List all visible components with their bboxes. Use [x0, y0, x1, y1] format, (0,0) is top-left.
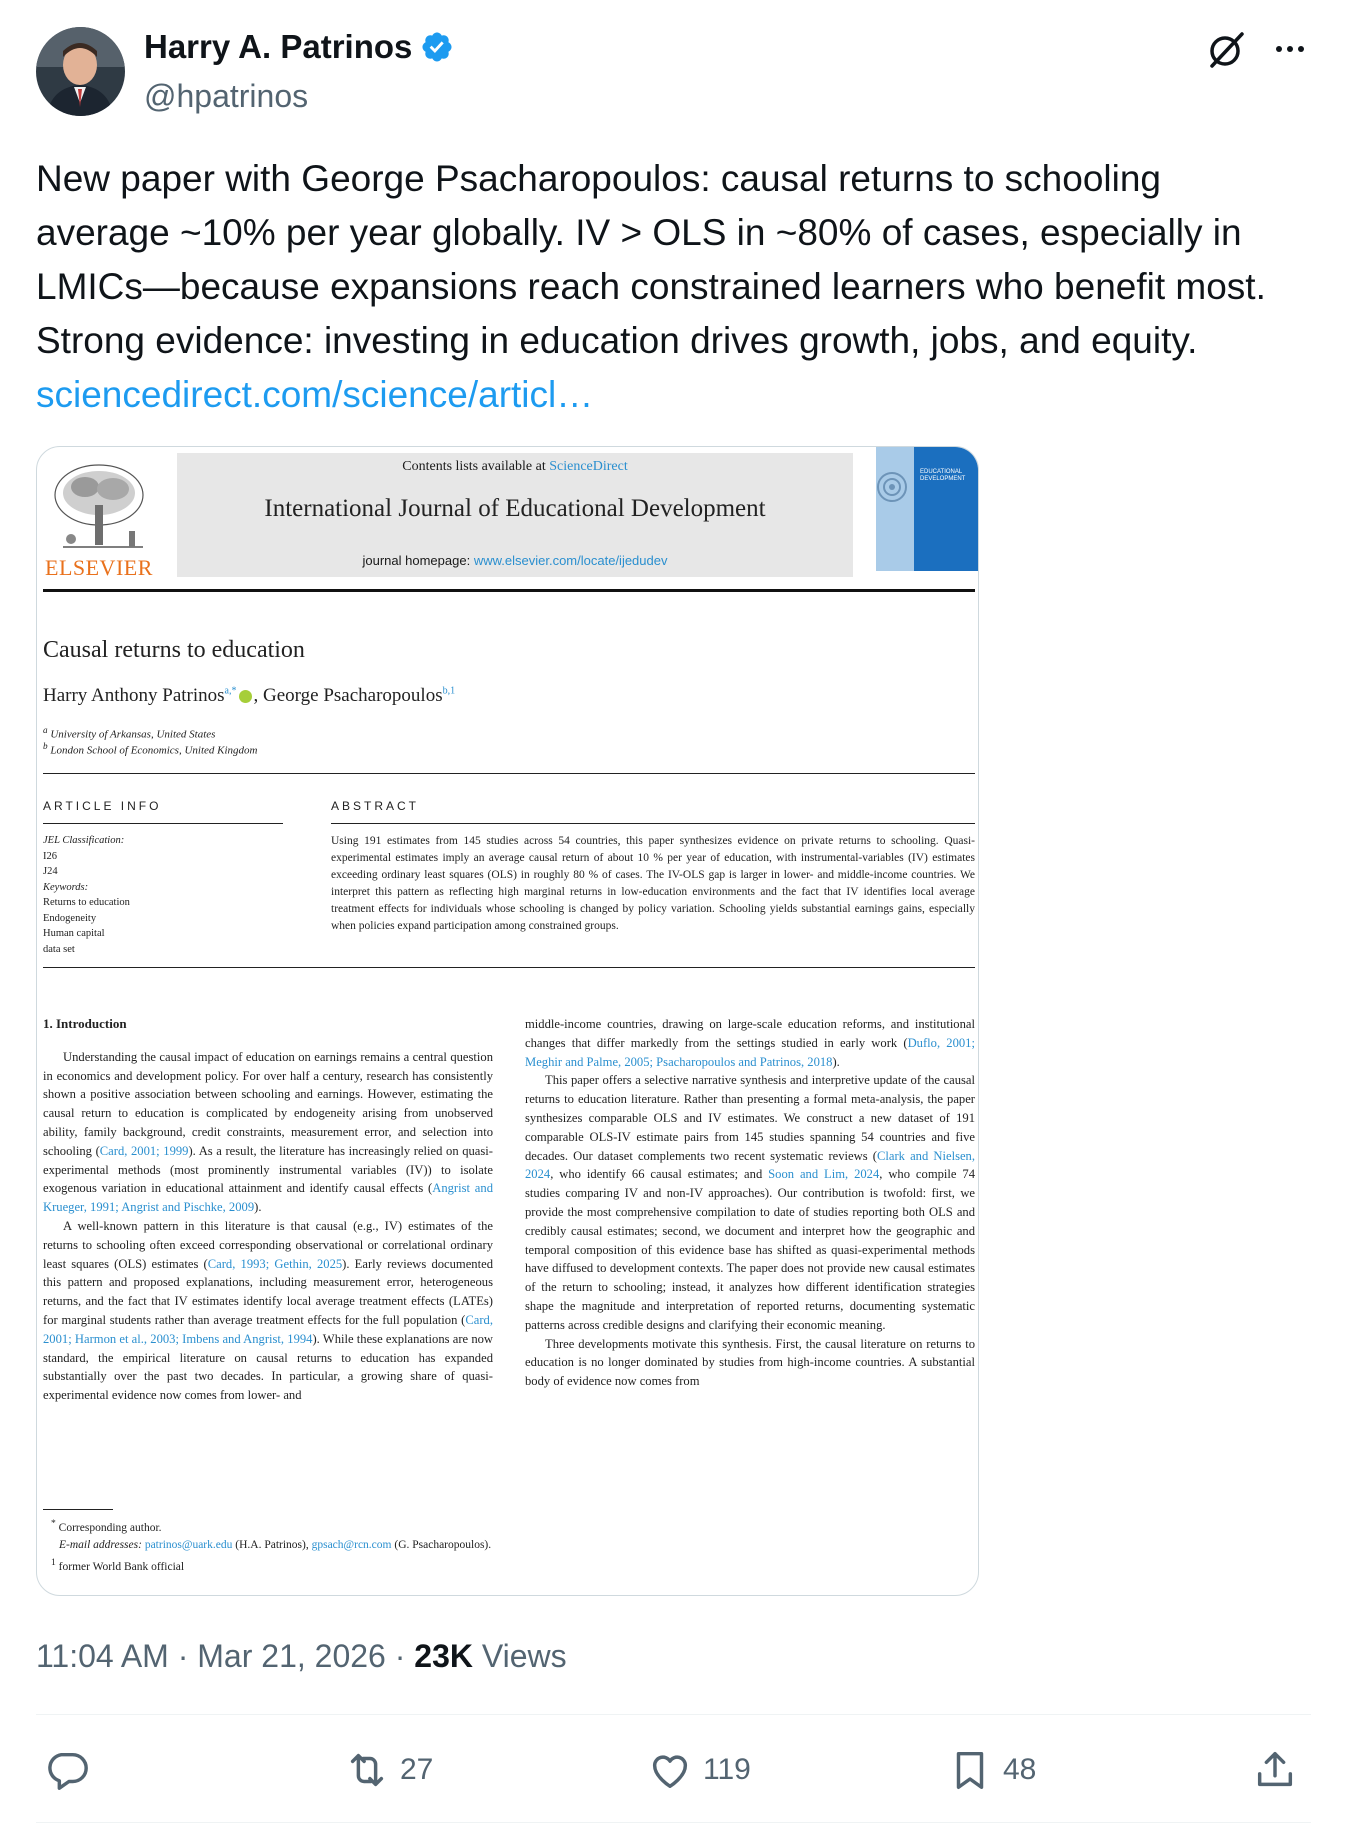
abstract-rule — [331, 823, 975, 824]
publisher-name: ELSEVIER — [45, 555, 153, 580]
tweet-meta — [36, 1638, 567, 1675]
abstract-bottom-rule — [43, 967, 975, 968]
footnotes — [51, 1515, 951, 1576]
body-paragraph — [43, 1217, 493, 1405]
journal-title: International Journal of Educational Development — [264, 495, 766, 522]
share-icon — [1252, 1747, 1298, 1793]
tweet-link[interactable]: sciencedirect.com/science/articl… — [36, 374, 594, 415]
affiliation-rule — [43, 773, 975, 774]
citation: Duflo, 2001; Meghir and Palme, 2005; Psacharopoulos and Patrinos, 2018 — [525, 1035, 975, 1069]
meta-separator: · — [177, 1638, 189, 1674]
paper-page — [37, 447, 979, 1596]
cover-band — [876, 447, 914, 571]
footnote-mark: * — [51, 1518, 56, 1529]
author-2: , George Psacharopoulos — [253, 685, 443, 706]
text: ). As a result, the literature has increasingly relied on quasi-experimental methods (most prominently instrumental variables (IV)) to isolate exogenous variation in educational attainment and identify causal effects ( — [43, 1143, 493, 1196]
verified-badge-icon — [420, 30, 454, 64]
citation: Angrist and Krueger, 1991; Angrist and Pischke, 2009 — [43, 1181, 493, 1215]
affiliation-a — [43, 725, 215, 741]
text: , who identify 66 causal estimates; and — [550, 1167, 769, 1182]
text: ). — [254, 1200, 262, 1215]
text: ). — [832, 1054, 840, 1069]
share-button[interactable] — [1252, 1745, 1298, 1795]
footnote-rule — [43, 1509, 113, 1510]
footnote-1 — [51, 1554, 951, 1576]
repost-icon — [344, 1747, 390, 1793]
repost-count: 27 — [400, 1753, 434, 1786]
more-icon[interactable] — [1268, 34, 1312, 64]
body-paragraph: Three developments motivate this synthesis. First, the causal literature on returns to education is no longer dominated by studies from high-income countries. A substantial body of evidence now comes from — [525, 1336, 975, 1389]
body-paragraph — [525, 1015, 975, 1071]
author-1: Harry Anthony Patrinos — [43, 685, 225, 706]
affiliation-b-mark: b — [43, 741, 48, 751]
text: E-mail addresses: — [59, 1538, 142, 1551]
homepage-prefix: journal homepage: — [362, 553, 471, 568]
bookmark-count: 48 — [1003, 1753, 1037, 1786]
author-handle[interactable]: @hpatrinos — [144, 78, 309, 114]
header-rule — [43, 589, 975, 592]
body-paragraph — [43, 1048, 493, 1217]
citation: Soon and Lim, 2024 — [768, 1167, 880, 1182]
post-date[interactable]: Mar 21, 2026 — [197, 1638, 386, 1674]
cover-title: EDUCATIONAL DEVELOPMENT — [920, 469, 966, 482]
views-count: 23K — [414, 1638, 473, 1674]
sciencedirect-link: ScienceDirect — [549, 459, 628, 474]
meta-divider — [36, 1714, 1311, 1715]
text: Understanding the causal impact of education on earnings remains a central question in economics and development policy. For over half a century, research has consistently shown a positive association between schooling and earnings. However, estimating the causal return to education is complicated by endogeneity arising from unobserved ability, family background, credit constraints, measurement error, and selection into schooling ( — [43, 1049, 493, 1158]
citation: Card, 2001; 1999 — [99, 1143, 189, 1158]
tweet-text-line: LMICs—because expansions reach constrained learners who benefit most. — [36, 266, 1266, 307]
text: Corresponding author. — [58, 1521, 162, 1534]
journal-header — [177, 453, 853, 577]
tweet-text-line: New paper with George Psacharopoulos: causal returns to schooling — [36, 158, 1162, 199]
abstract-heading: ABSTRACT — [331, 799, 420, 813]
like-count: 119 — [703, 1753, 751, 1786]
text: ). Early reviews documented this pattern and proposed explanations, including measurement error, heterogeneous returns, and the fact that IV estimates identify local average treatment effects (LATEs) for marginal students rather than average treatment effects for the full population ( — [43, 1256, 493, 1327]
keywords-block — [43, 833, 273, 957]
footnote-corresponding — [51, 1515, 951, 1537]
body-column-left — [43, 1015, 493, 1405]
footnote-mark: 1 — [51, 1556, 56, 1568]
like-button[interactable] — [647, 1745, 751, 1795]
jel-code: I26 — [43, 850, 57, 862]
repost-button[interactable] — [344, 1745, 433, 1795]
keyword: data set — [43, 943, 75, 955]
bookmark-icon — [947, 1747, 993, 1793]
body-paragraph — [525, 1071, 975, 1334]
media-image[interactable] — [36, 446, 979, 1596]
text: A well-known pattern in this literature is that causal (e.g., IV) estimates of the returns to schooling often exceed corresponding observational or correlational ordinary least squares (OLS) estimates ( — [43, 1218, 493, 1271]
author-name[interactable]: Harry A. Patrinos — [144, 28, 413, 65]
jel-label: JEL Classification: — [43, 835, 125, 846]
keyword: Returns to education — [43, 897, 130, 908]
article-info-rule — [43, 823, 283, 824]
keyword: Human capital — [43, 928, 105, 939]
body-column-right — [525, 1015, 975, 1391]
article-authors — [43, 685, 455, 707]
citation: Card, 2001; Harmon et al., 2003; Imbens and Angrist, 1994 — [43, 1312, 493, 1346]
affiliation-a-text: University of Arkansas, United States — [50, 728, 216, 741]
meta-separator: · — [394, 1638, 406, 1674]
keywords-label: Keywords: — [43, 881, 89, 893]
footnote-emails — [51, 1537, 951, 1554]
avatar[interactable] — [36, 27, 125, 116]
affiliation-b — [43, 741, 257, 757]
citation: Clark and Nielsen, 2024 — [525, 1148, 976, 1182]
email-link: patrinos@uark.edu — [144, 1538, 233, 1551]
section-heading: 1. Introduction — [43, 1016, 127, 1031]
author-name-row[interactable] — [144, 28, 454, 66]
grok-icon[interactable] — [1204, 28, 1248, 72]
article-title: Causal returns to education — [43, 637, 305, 663]
article-info-heading: ARTICLE INFO — [43, 799, 162, 813]
jel-code: J24 — [43, 866, 58, 877]
text: This paper offers a selective narrative synthesis and interpretive update of the causal returns to education literature. Rather than presenting a formal meta-analysis, the paper synthesizes comparable OLS and IV estimates. We construct a new dataset of 191 comparable OLS-IV estimate pairs from 145 studies spanning 54 countries and five decades. Our dataset complements two recent systematic reviews ( — [525, 1073, 975, 1163]
homepage-url: www.elsevier.com/locate/ijedudev — [473, 553, 668, 568]
views-label: Views — [481, 1638, 567, 1674]
citation: Card, 1993; Gethin, 2025 — [207, 1256, 343, 1271]
post-time[interactable]: 11:04 AM — [36, 1638, 169, 1674]
text: middle-income countries, drawing on large-scale education reforms, and institutional changes that differ markedly from the settings studied in early work ( — [525, 1017, 975, 1050]
tweet-text — [36, 152, 1316, 422]
reply-icon — [44, 1747, 90, 1793]
author-2-mark: b,1 — [442, 685, 456, 697]
text: former World Bank official — [58, 1560, 185, 1573]
bookmark-button[interactable] — [947, 1745, 1036, 1795]
contents-line — [177, 459, 853, 475]
orcid-icon — [239, 690, 252, 703]
text: ). While these explanations are now standard, the empirical literature on causal returns to education has expanded substantially over the past two decades. In particular, a growing share of quasi-experimental evidence now comes from lower- and — [43, 1331, 494, 1403]
tweet-text-line: Strong evidence: investing in education drives growth, jobs, and equity. — [36, 320, 1198, 361]
affiliation-a-mark: a — [43, 725, 48, 735]
text: , who compile 74 studies comparing IV and non-IV approaches). Our contribution is twofold: first, we provide the most comprehensive compilation to date of studies reporting both OLS and credibly causal estimates; second, we document and interpret how the geographic and temporal composition of this evidence base has shifted as quasi-experimental methods have diffused to development contexts. The paper does not provide new causal estimates of the return to schooling; instead, it analyzes how different identification strategies shape the magnitude and interpretation of reported returns, documenting systematic patterns across credible designs and clarifying their economic meaning. — [525, 1167, 975, 1332]
bottom-divider — [36, 1822, 1311, 1823]
text: (H.A. Patrinos), — [235, 1538, 309, 1551]
email-link: gpsach@rcn.com — [311, 1538, 392, 1551]
author-1-mark: a,* — [224, 685, 237, 697]
like-icon — [647, 1747, 693, 1793]
tweet-text-line: average ~10% per year globally. IV > OLS in ~80% of cases, especially in — [36, 212, 1242, 253]
reply-button[interactable] — [44, 1745, 100, 1795]
journal-cover — [876, 447, 979, 571]
contents-prefix: Contents lists available at — [402, 459, 546, 474]
keyword: Endogeneity — [43, 912, 97, 924]
affiliation-b-text: London School of Economics, United Kingdom — [50, 744, 258, 757]
abstract-text: Using 191 estimates from 145 studies across 54 countries, this paper synthesizes evidence on private returns to schooling. Quasi-experimental estimates imply an average causal return of about 10 % per year of education, with instrumental-variables (IV) estimates exceeding ordinary least squares (OLS) in roughly 80 % of cases. The IV-OLS gap is larger in lower- and middle-income countries. We interpret this pattern as reflecting high marginal returns in low-education environments and the fact that IV identifies local average treatment effects for individuals whose schooling is changed by policy variation. Schooling yields substantial earnings gains, especially when policies expand participation among constrained groups. — [331, 835, 975, 932]
text: (G. Psacharopoulos). — [394, 1538, 492, 1551]
journal-homepage — [177, 553, 853, 568]
